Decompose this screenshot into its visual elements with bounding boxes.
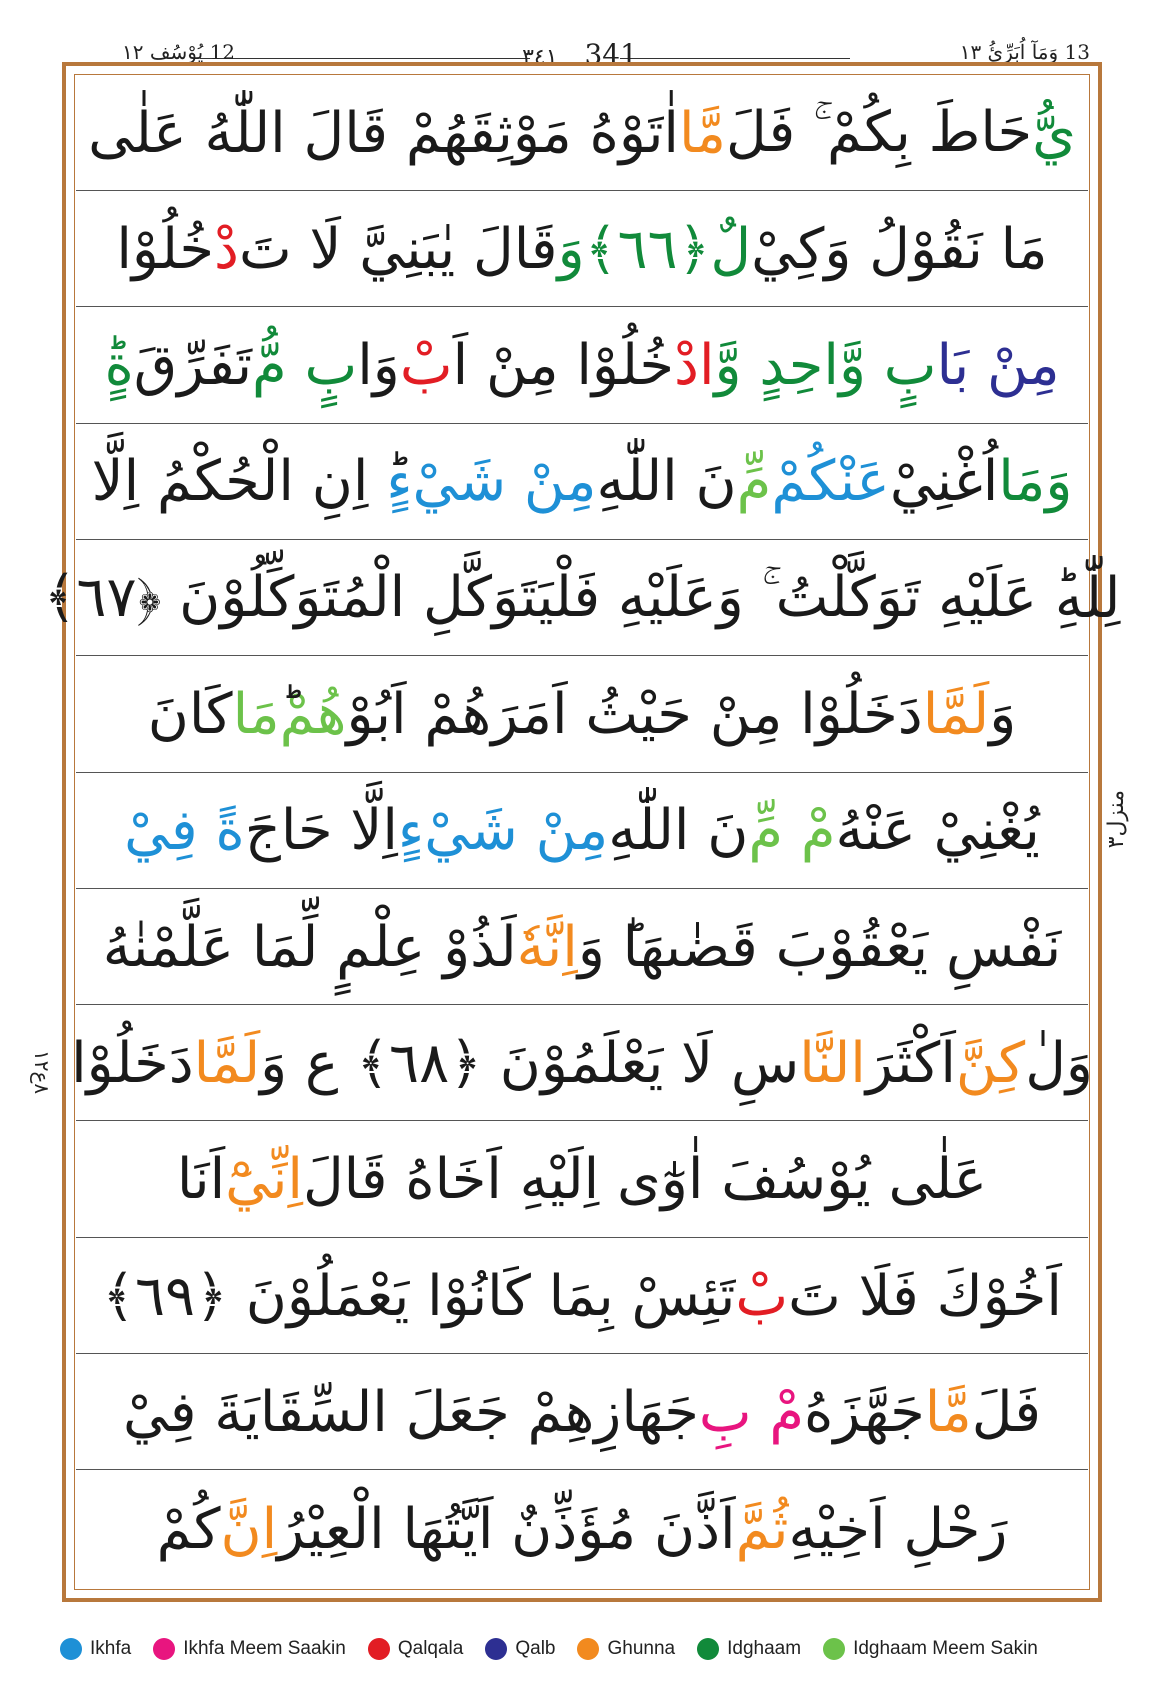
verse-segment: اِنَّ bbox=[220, 1496, 278, 1562]
legend-dot-icon bbox=[153, 1638, 175, 1660]
verse-segment: اِلَّا حَاجَ bbox=[244, 798, 398, 864]
verse-segment: اِنِّيْٓ bbox=[225, 1147, 303, 1213]
verse-segment: مْ بِ bbox=[698, 1379, 805, 1445]
legend-label: Ikhfa bbox=[90, 1638, 132, 1659]
legend-label: Ikhfa Meem Saakin bbox=[183, 1638, 346, 1659]
verse-segment: حَاطَ بِكُمْ ۚ فَلَ bbox=[726, 100, 1033, 165]
verse-segment: دَخَلُوْا مِنْ حَيْثُ اَمَرَهُمْ اَبُوْ bbox=[346, 682, 923, 747]
verse-segment: مِّ bbox=[736, 449, 772, 515]
verse-segment: وَ bbox=[989, 682, 1017, 747]
verse-segment: اَكْثَرَ bbox=[865, 1030, 956, 1096]
verse-segment: يُغْنِيْ عَنْهُ bbox=[835, 798, 1040, 864]
verse-segment: ؕ اِنِ الْحُكْمُ اِلَّا bbox=[91, 449, 387, 515]
ruku-marker: ٨ع١٢ bbox=[30, 1050, 54, 1095]
verse-segment: لٌ bbox=[710, 216, 752, 282]
verse-segment: خُلُوْا bbox=[116, 216, 214, 282]
verse-segment: بٍ مُّ bbox=[252, 333, 358, 399]
legend-label: Ghunna bbox=[607, 1638, 676, 1659]
legend-item bbox=[697, 1638, 801, 1660]
verse-segment: عَلٰى يُوْسُفَ اٰوٰٓى اِلَيْهِ اَخَاهُ قَالَ bbox=[302, 1147, 988, 1213]
verse-segment: لَمَّا bbox=[922, 682, 990, 747]
verse-segment: فَلَ bbox=[971, 1379, 1041, 1445]
verse-segment: اَذَّنَ مُؤَذِّنٌ اَيَّتُهَا الْعِيْرُ bbox=[277, 1496, 736, 1562]
verse-segment: مِنْ بَا bbox=[936, 333, 1060, 399]
verse-segment: بْ bbox=[735, 1263, 789, 1329]
verse-segment: هُمْ bbox=[279, 682, 347, 747]
verse-segment: سِ لَا يَعْلَمُوْنَ ﴿٦٨﴾ ع وَ bbox=[260, 1030, 800, 1096]
verse-segment: وَ bbox=[557, 216, 585, 282]
legend-item bbox=[153, 1638, 346, 1660]
page-number-arabic: ٣٤١ bbox=[522, 45, 558, 70]
legend-dot-icon bbox=[697, 1638, 719, 1660]
legend-item bbox=[60, 1638, 131, 1660]
legend-item bbox=[823, 1638, 1038, 1660]
verse-segment: بٍ وَّ bbox=[838, 333, 937, 399]
tajweed-legend bbox=[60, 1632, 1120, 1666]
verse-segment: كُمْ bbox=[156, 1496, 221, 1562]
verse-segment: نَ اللّٰهِ bbox=[608, 798, 749, 864]
verse-segment: دَخَلُوْا bbox=[71, 1030, 194, 1096]
verse-segment: تَفَرِّقَ bbox=[133, 333, 253, 399]
legend-label: Idghaam bbox=[727, 1638, 802, 1659]
legend-label: Qalb bbox=[515, 1638, 556, 1659]
verse-segment: احِدٍ وَّ bbox=[714, 333, 839, 399]
verse-segment: مَّا bbox=[678, 100, 727, 166]
verse-line bbox=[76, 890, 1088, 1005]
verse-line bbox=[43, 541, 1121, 656]
verse-segment: جَهَّزَهُ bbox=[804, 1379, 925, 1445]
verse-segment: جَهَازِهِمْ جَعَلَ السِّقَايَةَ فِيْ bbox=[123, 1379, 699, 1445]
juz-name: 13 وَمَآ اُبَرِّئُ ١٣ bbox=[959, 40, 1090, 64]
verse-segment: كَانَ bbox=[147, 682, 233, 747]
verse-segment: النَّا bbox=[799, 1030, 866, 1096]
manzil-marker: منزل٣ bbox=[1104, 790, 1129, 849]
verse-segment: ؕ عَلَيْهِ تَوَكَّلْتُ ۚ وَعَلَيْهِ فَلْيَتَوَكَّلِ الْمُتَوَكِّلُوْنَ ﴿٦٧﴾ bbox=[43, 565, 1055, 631]
verse-segment: اٰتَوْهُ مَوْثِقَهُمْ قَالَ اللّٰهُ عَلٰى bbox=[88, 100, 679, 166]
legend-item bbox=[577, 1638, 675, 1660]
legend-item bbox=[368, 1638, 464, 1660]
verse-segment: اِنَّهٗ bbox=[516, 914, 578, 980]
surah-name: 12 يُوْسُف ١٢ bbox=[122, 40, 236, 64]
legend-item bbox=[485, 1638, 555, 1660]
verse-line bbox=[76, 774, 1088, 889]
verse-segment: دْ bbox=[214, 216, 239, 282]
verse-segment: اَنَا bbox=[176, 1147, 226, 1213]
verse-segment: قَالَ يٰبَنِيَّ لَا تَ bbox=[238, 216, 558, 282]
verse-segment: ؕ وَ bbox=[577, 914, 623, 980]
verse-segment: لَمَّا bbox=[193, 1030, 261, 1096]
legend-label: Idghaam Meem Sakin bbox=[853, 1638, 1038, 1659]
verse-segment: بْ bbox=[399, 333, 453, 399]
verse-line bbox=[76, 1123, 1088, 1238]
verse-segment: عَنْكُمْ bbox=[771, 449, 890, 515]
verse-segment: اُغْنِيْ bbox=[889, 449, 999, 515]
legend-label: Qalqala bbox=[397, 1638, 464, 1659]
verse-line bbox=[76, 1239, 1088, 1354]
verse-segment: وَا bbox=[357, 333, 400, 399]
verse-segment: نَ اللّٰهِ bbox=[596, 449, 737, 515]
verse-segment: مِنْ شَيْءٍ bbox=[386, 449, 597, 515]
verse-segment: وَمَا bbox=[998, 449, 1073, 515]
verse-segment: تَئِسْ بِمَا كَانُوْا يَعْمَلُوْنَ ﴿٦٩﴾ bbox=[102, 1263, 736, 1329]
verse-segment: مَا نَقُوْلُ وَكِيْ bbox=[751, 216, 1048, 282]
verse-segment: نَفْسِ يَعْقُوْبَ قَضٰىهَا bbox=[622, 914, 1062, 980]
verse-segment: وَلٰ bbox=[1025, 1030, 1093, 1096]
verse-segment: خُلُوْا مِنْ اَ bbox=[452, 333, 675, 399]
verse-segment: ثُمَّ bbox=[735, 1496, 789, 1562]
verse-segment: مَا bbox=[232, 682, 280, 747]
verse-segment: مِنْ شَيْءٍ bbox=[397, 798, 609, 864]
verse-line bbox=[76, 1472, 1088, 1587]
legend-dot-icon bbox=[60, 1638, 82, 1660]
verse-segment: ﴿٦٦﴾ bbox=[584, 216, 711, 282]
page-number-latin: 341 bbox=[584, 38, 638, 71]
verse-segment: اَخُوْكَ فَلَا تَ bbox=[788, 1263, 1062, 1329]
verse-segment: كِنَّ bbox=[955, 1030, 1026, 1096]
verse-segment: رَحْلِ اَخِيْهِ bbox=[788, 1496, 1008, 1562]
verse-line bbox=[76, 192, 1088, 307]
verse-segment: لِلّٰهِ bbox=[1054, 565, 1121, 631]
verse-segment: ادْ bbox=[674, 333, 715, 399]
verse-segment: يُّ bbox=[1032, 100, 1076, 166]
verse-line bbox=[76, 76, 1088, 191]
verse-line bbox=[71, 1006, 1093, 1121]
verse-segment: مْ مِّ bbox=[748, 798, 836, 864]
legend-dot-icon bbox=[485, 1638, 507, 1660]
verse-line bbox=[76, 425, 1088, 540]
legend-dot-icon bbox=[823, 1638, 845, 1660]
verse-line bbox=[76, 1355, 1088, 1470]
verse-segment: ةٍ bbox=[104, 333, 134, 399]
verse-segment: لَذُوْ عِلْمٍ لِّمَا عَلَّمْنٰهُ bbox=[102, 914, 517, 980]
legend-dot-icon bbox=[577, 1638, 599, 1660]
legend-dot-icon bbox=[368, 1638, 390, 1660]
verse-segment: ةً فِيْ bbox=[124, 798, 245, 864]
verse-segment: مَّا bbox=[924, 1379, 972, 1445]
verse-line bbox=[76, 309, 1088, 424]
verse-line bbox=[76, 658, 1088, 773]
